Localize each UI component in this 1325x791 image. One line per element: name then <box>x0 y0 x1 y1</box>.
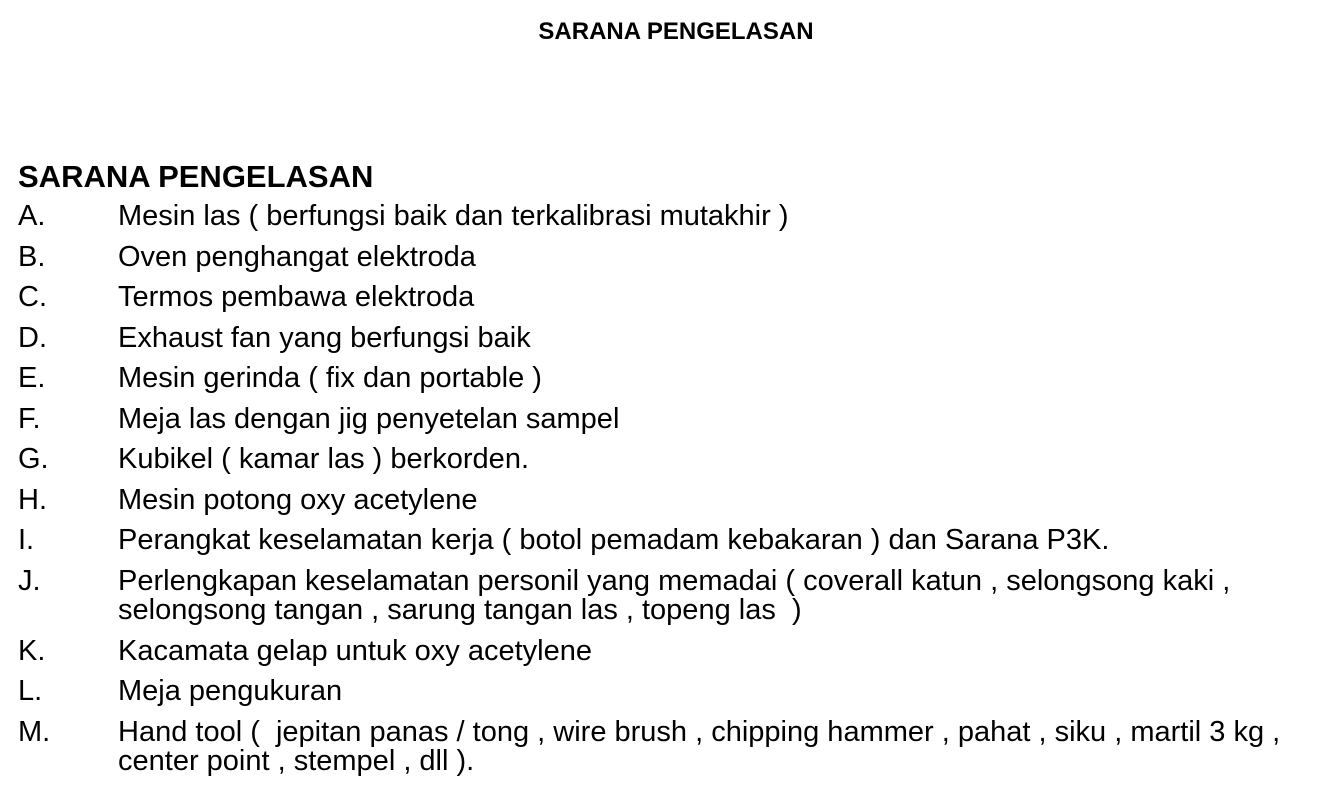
item-text: Kubikel ( kamar las ) berkorden. <box>118 443 529 475</box>
list-item-l <box>18 671 1318 712</box>
item-text: Kacamata gelap untuk oxy acetylene <box>118 634 592 667</box>
item-letter: H. <box>18 483 47 516</box>
item-text: Oven penghangat elektroda <box>118 240 476 273</box>
item-letter: C. <box>18 281 47 313</box>
list-item-i <box>18 520 1318 561</box>
item-letter: M. <box>18 715 51 748</box>
list-item-j <box>18 561 1318 631</box>
item-text: Mesin potong oxy acetylene <box>118 483 478 516</box>
item-text: Hand tool ( jepitan panas / tong , wire brush , chipping hammer , pahat , siku , martil 3 kg , center point , stempel , dll ). <box>118 715 1289 777</box>
item-letter: L. <box>18 675 43 707</box>
item-text: Mesin las ( berfungsi baik dan terkalibrasi mutakhir ) <box>118 200 789 232</box>
list-item-b <box>18 237 1318 278</box>
item-text: Mesin gerinda ( fix dan portable ) <box>118 362 542 394</box>
list-item-c <box>18 277 1318 318</box>
item-letter: K. <box>18 634 46 667</box>
item-text: Termos pembawa elektroda <box>118 281 475 313</box>
item-text: Perangkat keselamatan kerja ( botol pemadam kebakaran ) dan Sarana P3K. <box>118 524 1110 556</box>
item-letter: J. <box>18 564 41 597</box>
list-item-d <box>18 318 1318 359</box>
item-list <box>18 196 1318 782</box>
list-item-m <box>18 712 1318 782</box>
list-item-g <box>18 439 1318 480</box>
list-item-a <box>18 196 1318 237</box>
item-text: Meja pengukuran <box>118 675 343 707</box>
item-text: Exhaust fan yang berfungsi baik <box>118 321 531 354</box>
item-letter: E. <box>18 362 46 394</box>
section-heading: SARANA PENGELASAN <box>18 159 374 194</box>
item-text: Meja las dengan jig penyetelan sampel <box>118 402 620 435</box>
item-letter: I. <box>18 524 35 556</box>
item-text: Perlengkapan keselamatan personil yang memadai ( coverall katun , selongsong kaki , selongsong tangan , sarung tangan las , topeng las ) <box>118 564 1239 626</box>
item-letter: D. <box>18 321 47 354</box>
item-letter: B. <box>18 240 46 273</box>
page-title: SARANA PENGELASAN <box>538 18 814 45</box>
item-letter: F. <box>18 402 41 435</box>
list-item-f <box>18 399 1318 440</box>
list-item-e <box>18 358 1318 399</box>
list-item-k <box>18 631 1318 672</box>
list-item-h <box>18 480 1318 521</box>
item-letter: A. <box>18 200 46 232</box>
item-letter: G. <box>18 443 49 475</box>
